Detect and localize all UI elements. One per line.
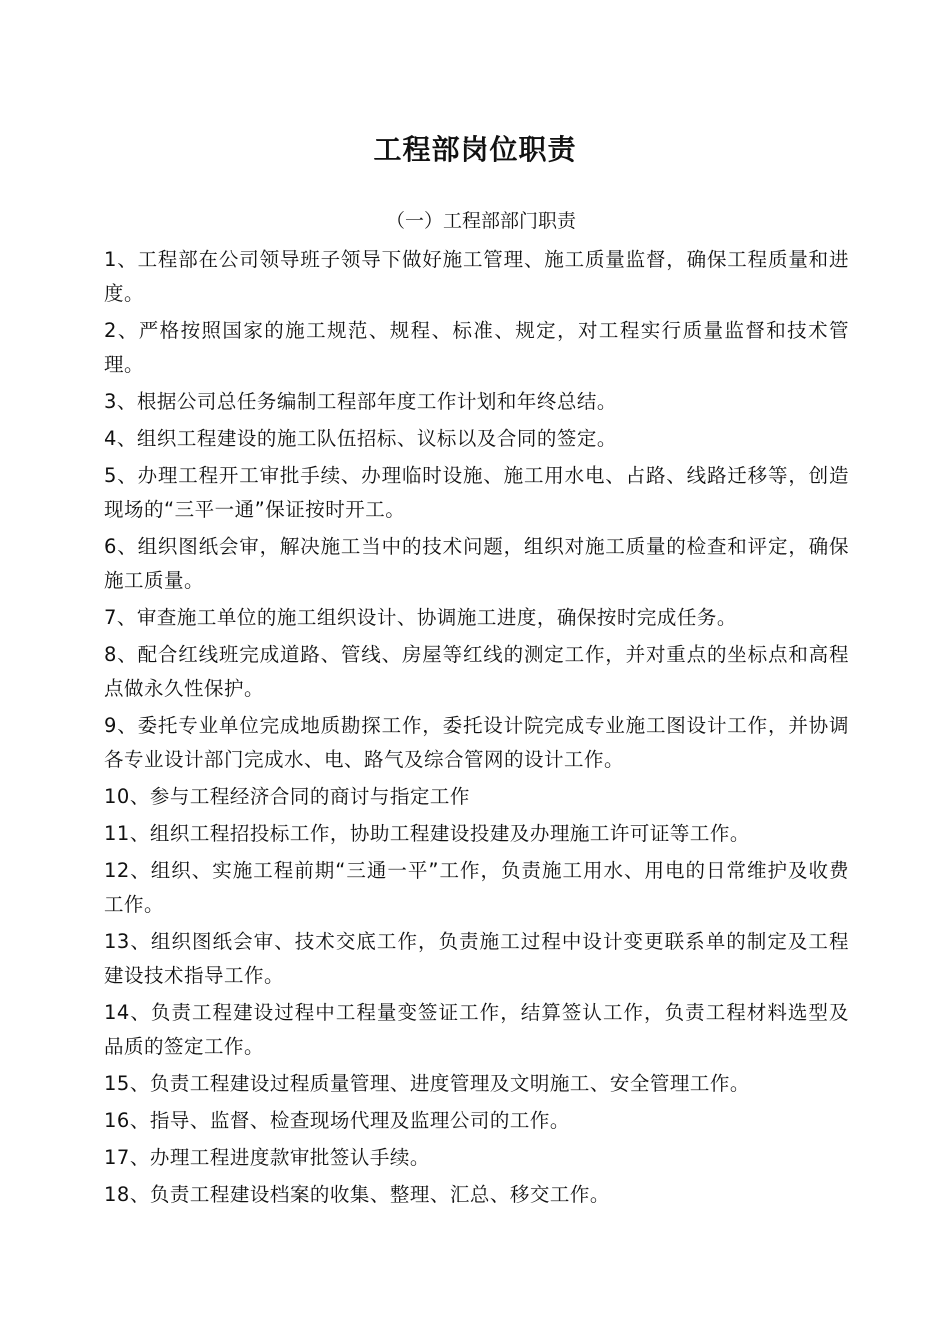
duty-item: 14、负责工程建设过程中工程量变签证工作，结算签认工作，负责工程材料选型及品质的签定工作。 [104,1001,849,1058]
duty-item: 8、配合红线班完成道路、管线、房屋等红线的测定工作，并对重点的坐标点和高程点做永久性保护。 [104,643,849,700]
duty-item: 5、办理工程开工审批手续、办理临时设施、施工用水电、占路、线路迁移等，创造现场的“三平一通”保证按时开工。 [104,464,849,521]
document-title: 工程部岗位职责 [373,133,577,166]
duty-item: 10、参与工程经济合同的商讨与指定工作 [104,785,470,808]
duty-item: 9、委托专业单位完成地质勘探工作，委托设计院完成专业施工图设计工作，并协调各专业设计部门完成水、电、路气及综合管网的设计工作。 [104,714,849,771]
duty-item: 4、组织工程建设的施工队伍招标、议标以及合同的签定。 [104,427,617,450]
duty-item: 13、组织图纸会审、技术交底工作，负责施工过程中设计变更联系单的制定及工程建设技术指导工作。 [104,930,849,987]
duty-item: 17、办理工程进度款审批签认手续。 [104,1146,430,1169]
section-heading: （一）工程部部门职责 [385,210,576,232]
duty-item: 6、组织图纸会审，解决施工当中的技术问题，组织对施工质量的检查和评定，确保施工质量。 [104,535,849,592]
duty-item: 2、严格按照国家的施工规范、规程、标准、规定，对工程实行质量监督和技术管理。 [104,319,849,376]
duty-item: 12、组织、实施工程前期“三通一平”工作，负责施工用水、用电的日常维护及收费工作。 [104,859,849,916]
duty-item: 18、负责工程建设档案的收集、整理、汇总、移交工作。 [104,1183,610,1206]
duty-item: 7、审查施工单位的施工组织设计、协调施工进度，确保按时完成任务。 [104,606,737,629]
duty-item: 16、指导、监督、检查现场代理及监理公司的工作。 [104,1109,570,1132]
duty-list [104,243,849,1215]
duty-item: 11、组织工程招投标工作，协助工程建设投建及办理施工许可证等工作。 [104,822,750,845]
duty-item: 15、负责工程建设过程质量管理、进度管理及文明施工、安全管理工作。 [104,1072,750,1095]
duty-item: 3、根据公司总任务编制工程部年度工作计划和年终总结。 [104,390,617,413]
duty-item: 1、工程部在公司领导班子领导下做好施工管理、施工质量监督，确保工程质量和进度。 [104,248,849,305]
